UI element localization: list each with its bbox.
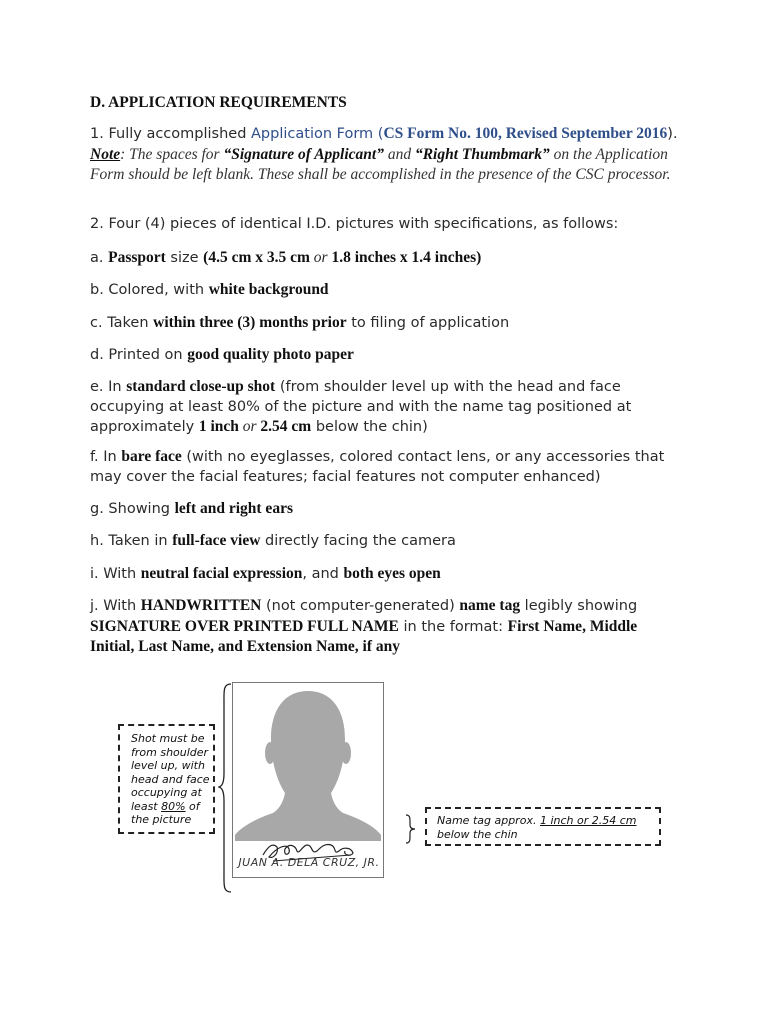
note-label: Note (90, 145, 121, 163)
requirement-e: e. In standard close-up shot (from shoulder level up with the head and face occupying at least 80% of the picture and with the name tag positioned at approximately 1 inch or 2.54 cm below the chin) (90, 378, 632, 435)
section-heading: D. APPLICATION REQUIREMENTS (90, 94, 347, 111)
requirement-j: j. With HANDWRITTEN (not computer-generated) name tag legibly showing SIGNATURE OVER PRINTED FULL NAME in the format: First Name, Middle Initial, Last Name, and Extension Name, if any (90, 597, 638, 655)
left-brace-icon (218, 683, 232, 893)
requirement-g: g. Showing left and right ears (90, 500, 293, 517)
requirement-c: c. Taken within three (3) months prior to filing of application (90, 314, 510, 331)
requirement-2: 2. Four (4) pieces of identical I.D. pictures with specifications, as follows: (90, 216, 619, 232)
requirement-a: a. Passport size (4.5 cm x 3.5 cm or 1.8 inches x 1.4 inches) (90, 249, 482, 266)
requirement-i: i. With neutral facial expression, and both eyes open (90, 565, 441, 582)
requirement-d: d. Printed on good quality photo paper (90, 346, 354, 363)
printed-name: JUAN A. DELA CRUZ, JR. (238, 856, 380, 869)
application-form-link[interactable]: Application Form ( (251, 126, 384, 142)
shot-callout: Shot must be from shoulder level up, with head and face occupying at least 80% of the picture (118, 724, 215, 834)
right-brace-icon (405, 814, 417, 844)
requirement-b: b. Colored, with white background (90, 281, 329, 298)
requirement-h: h. Taken in full-face view directly facing the camera (90, 532, 456, 549)
requirement-1: 1. Fully accomplished Application Form (CS Form No. 100, Revised September 2016). Note: The spaces for “Signature of Applicant” and “Right Thumbmark” on the Application Form should be left blank. These shall be accomplished in the presence of the CSC processor. (90, 125, 678, 183)
requirement-f: f. In bare face (with no eyeglasses, colored contact lens, or any accessories that may cover the facial features; facial features not computer enhanced) (90, 448, 665, 485)
cs-form-name: CS Form No. 100, Revised September 2016 (383, 125, 668, 142)
id-photo (232, 682, 384, 878)
item-number: 1. (90, 126, 104, 142)
name-tag-callout: Name tag approx. 1 inch or 2.54 cm below the chin (425, 807, 661, 846)
